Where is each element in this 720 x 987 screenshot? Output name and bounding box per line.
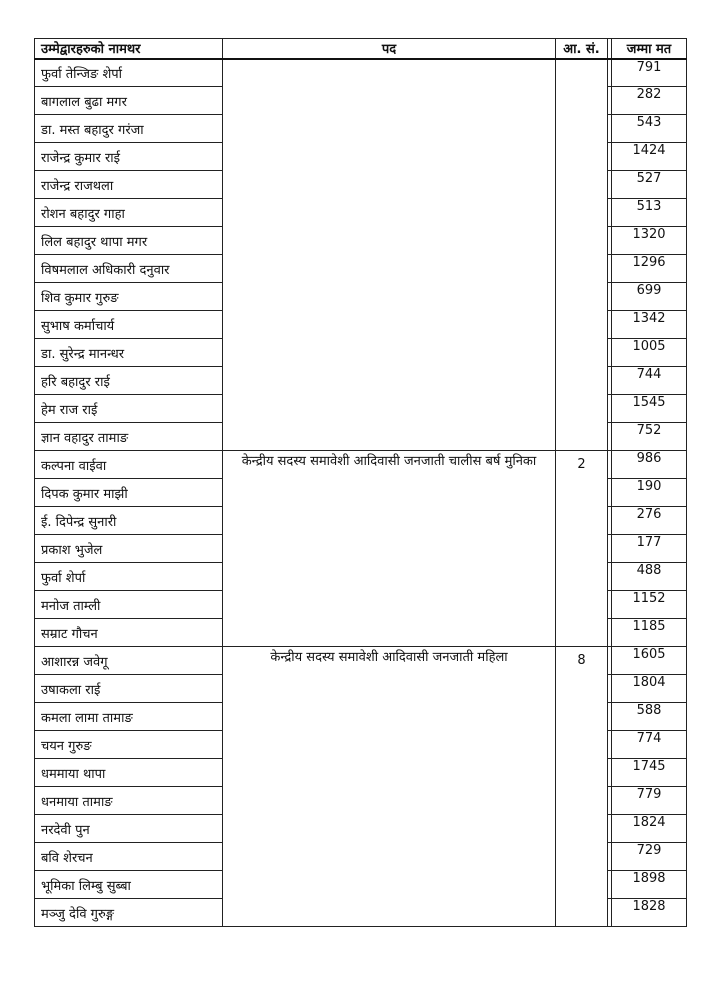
- candidate-name: बागलाल बुढा मगर: [35, 87, 223, 115]
- election-results-table: [34, 38, 687, 927]
- seats-cell: 8: [556, 647, 608, 927]
- candidate-name: उषाकला राई: [35, 675, 223, 703]
- results-body: [35, 59, 687, 927]
- total-votes: 527: [612, 171, 687, 199]
- total-votes: 543: [612, 115, 687, 143]
- candidate-name: लिल बहादुर थापा मगर: [35, 227, 223, 255]
- candidate-name: मञ्जु देवि गुरुङ्ग: [35, 899, 223, 927]
- total-votes: 1824: [612, 815, 687, 843]
- total-votes: 774: [612, 731, 687, 759]
- candidate-name: आशारन्न जवेगू: [35, 647, 223, 675]
- candidate-name: भूमिका लिम्बु सुब्बा: [35, 871, 223, 899]
- seats-cell: 2: [556, 451, 608, 647]
- total-votes: 588: [612, 703, 687, 731]
- table-row: [35, 451, 687, 479]
- total-votes: 276: [612, 507, 687, 535]
- candidate-name: फुर्वा शेर्पा: [35, 563, 223, 591]
- total-votes: 1804: [612, 675, 687, 703]
- total-votes: 1320: [612, 227, 687, 255]
- candidate-name: ज्ञान वहादुर तामाङ: [35, 423, 223, 451]
- total-votes: 1296: [612, 255, 687, 283]
- total-votes: 190: [612, 479, 687, 507]
- candidate-name: विषमलाल अधिकारी दनुवार: [35, 255, 223, 283]
- candidate-name: शिव कुमार गुरुङ: [35, 283, 223, 311]
- candidate-name: कमला लामा तामाङ: [35, 703, 223, 731]
- candidate-name: मनोज ताम्ली: [35, 591, 223, 619]
- total-votes: 488: [612, 563, 687, 591]
- candidate-name: फुर्वा तेन्जिङ शेर्पा: [35, 59, 223, 87]
- candidate-name: हेम राज राई: [35, 395, 223, 423]
- table-row: [35, 59, 687, 87]
- header-total-votes: जम्मा मत: [612, 39, 687, 59]
- candidate-name: डा. मस्त बहादुर गरंजा: [35, 115, 223, 143]
- candidate-name: बवि शेरचन: [35, 843, 223, 871]
- total-votes: 1152: [612, 591, 687, 619]
- total-votes: 1828: [612, 899, 687, 927]
- total-votes: 1185: [612, 619, 687, 647]
- header-seats: आ. सं.: [556, 39, 608, 59]
- total-votes: 1424: [612, 143, 687, 171]
- candidate-name: दिपक कुमार माझी: [35, 479, 223, 507]
- total-votes: 752: [612, 423, 687, 451]
- post-cell: [223, 59, 556, 451]
- post-cell: केन्द्रीय सदस्य समावेशी आदिवासी जनजाती चालीस बर्ष मुनिका: [223, 451, 556, 647]
- candidate-name: राजेन्द्र राजथला: [35, 171, 223, 199]
- candidate-name: चयन गुरुङ: [35, 731, 223, 759]
- header-post: पद: [223, 39, 556, 59]
- total-votes: 699: [612, 283, 687, 311]
- candidate-name: धममाया थापा: [35, 759, 223, 787]
- header-row: [35, 39, 687, 59]
- post-cell: केन्द्रीय सदस्य समावेशी आदिवासी जनजाती महिला: [223, 647, 556, 927]
- total-votes: 1745: [612, 759, 687, 787]
- candidate-name: नरदेवी पुन: [35, 815, 223, 843]
- total-votes: 1005: [612, 339, 687, 367]
- total-votes: 1545: [612, 395, 687, 423]
- candidate-name: धनमाया तामाङ: [35, 787, 223, 815]
- total-votes: 744: [612, 367, 687, 395]
- total-votes: 791: [612, 59, 687, 87]
- total-votes: 282: [612, 87, 687, 115]
- candidate-name: डा. सुरेन्द्र मानन्धर: [35, 339, 223, 367]
- total-votes: 177: [612, 535, 687, 563]
- total-votes: 779: [612, 787, 687, 815]
- seats-cell: [556, 59, 608, 451]
- candidate-name: सुभाष कर्माचार्य: [35, 311, 223, 339]
- candidate-name: प्रकाश भुजेल: [35, 535, 223, 563]
- total-votes: 513: [612, 199, 687, 227]
- table-row: [35, 647, 687, 675]
- header-candidate-name: उम्मेद्वारहरुको नामथर: [35, 39, 223, 59]
- total-votes: 729: [612, 843, 687, 871]
- total-votes: 986: [612, 451, 687, 479]
- candidate-name: रोशन बहादुर गाहा: [35, 199, 223, 227]
- candidate-name: हरि बहादुर राई: [35, 367, 223, 395]
- total-votes: 1898: [612, 871, 687, 899]
- candidate-name: कल्पना वाईवा: [35, 451, 223, 479]
- total-votes: 1342: [612, 311, 687, 339]
- candidate-name: ई. दिपेन्द्र सुनारी: [35, 507, 223, 535]
- total-votes: 1605: [612, 647, 687, 675]
- candidate-name: राजेन्द्र कुमार राई: [35, 143, 223, 171]
- candidate-name: सम्राट गौचन: [35, 619, 223, 647]
